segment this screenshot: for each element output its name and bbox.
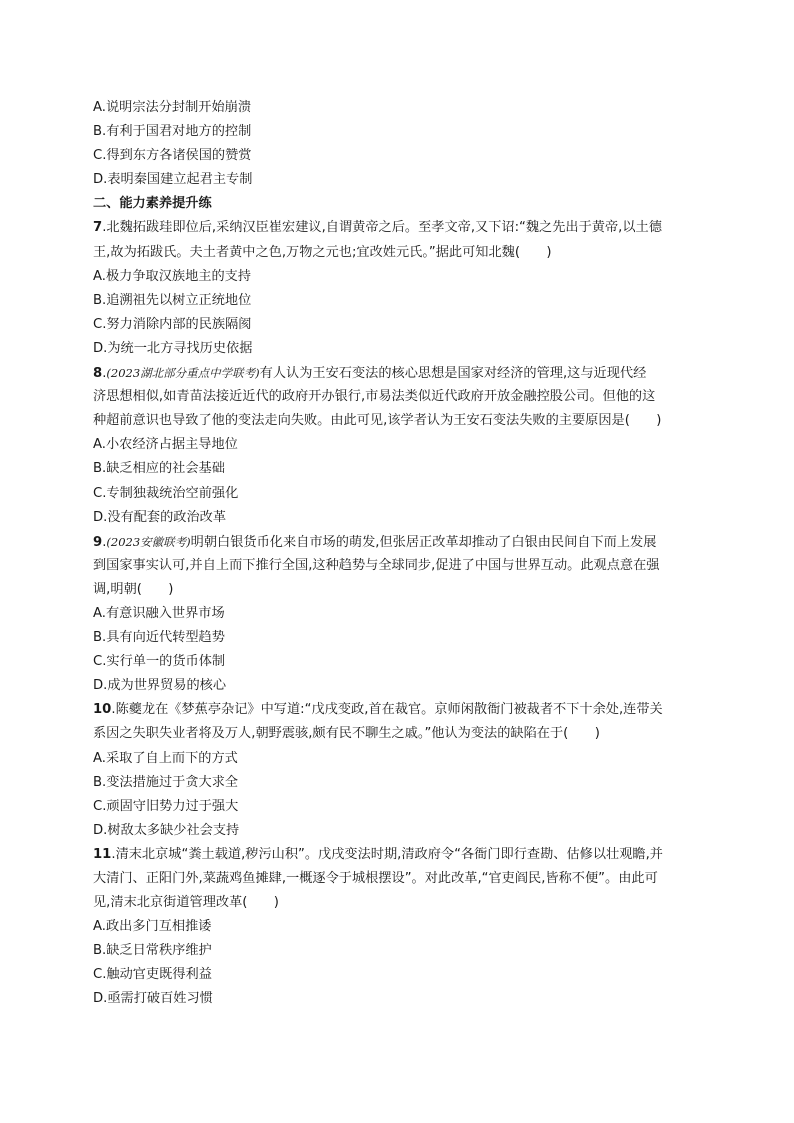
question-stem-line: 8.(2023湖北部分重点中学联考)有人认为王安石变法的核心思想是国家对经济的管理,这与近现代经 (93, 366, 647, 382)
question-stem-line: 种超前意识也导致了他的变法走向失败。由此可见,该学者认为王安石变法失败的主要原因是( ) (93, 413, 662, 429)
question-10 (93, 698, 705, 843)
question-source: (2023安徽联考) (106, 534, 191, 549)
question-number: 7 (93, 220, 103, 236)
option-b: B.变法措施过于贪大求全 (93, 774, 239, 790)
question-stem-line: 到国家事实认可,并自上而下推行全国,这种趋势与全球同步,促进了中国与世界互动。此观点意在强 (93, 557, 660, 573)
question-number: 10 (93, 702, 112, 718)
option-c: C.触动官吏既得利益 (93, 967, 212, 983)
question-11 (93, 843, 705, 1012)
question-7 (93, 216, 705, 361)
question-number: 9 (93, 534, 103, 550)
option-a: A.采取了自上而下的方式 (93, 750, 238, 766)
option-c: C.实行单一的货币体制 (93, 654, 226, 670)
question-stem-line: 大清门、正阳门外,菜蔬鸡鱼摊肆,一概逐令于城根摆设”。对此改革,“官吏阎民,皆称不便”。由此可 (93, 871, 658, 886)
question-stem-line: 济思想相似,如青苗法接近近代的政府开办银行,市易法类似近代政府开放金融控股公司。但他的这 (93, 389, 656, 405)
question-source: (2023湖北部分重点中学联考) (106, 366, 260, 381)
option-c: C.努力消除内部的民族隔阂 (93, 316, 252, 332)
prev-option-a: A.说明宗法分封制开始崩溃 (93, 100, 252, 115)
question-9 (93, 530, 705, 699)
question-stem-line: 系因之失职失业者将及万人,朝野震骇,颇有民不聊生之戚。”他认为变法的缺陷在于( ) (93, 726, 600, 742)
question-stem-line: 10.陈夔龙在《梦蕉亭杂记》中写道:“戊戌变政,首在裁官。京师闲散衙门被裁者不下十余处,连带关 (93, 702, 663, 718)
question-8 (93, 361, 705, 530)
question-stem-line: 9.(2023安徽联考)明朝白银货币化来自市场的萌发,但张居正改革却推动了白银由民间自下而上发展 (93, 534, 657, 550)
option-d: D.树敌太多缺少社会支持 (93, 822, 240, 838)
option-d: D.成为世界贸易的核心 (93, 678, 227, 694)
question-number: 11 (93, 846, 112, 862)
option-c: C.顽固守旧势力过于强大 (93, 798, 239, 814)
question-stem-line: 7.北魏拓跋珪即位后,采纳汉臣崔宏建议,自谓黄帝之后。至孝文帝,又下诏:“魏之先出于黄帝,以土德 (93, 220, 662, 236)
option-b: B.缺乏相应的社会基础 (93, 461, 225, 477)
option-c: C.专制独裁统治空前强化 (93, 485, 239, 501)
section-title: 二、能力素养提升练 (93, 196, 212, 212)
option-d: D.为统一北方寻找历史依据 (93, 340, 253, 356)
option-a: A.有意识融入世界市场 (93, 605, 225, 621)
option-b: B.追溯祖先以树立正统地位 (93, 292, 252, 308)
question-stem-line: 见,清末北京街道管理改革( ) (93, 895, 279, 911)
option-b: B.缺乏日常秩序维护 (93, 943, 212, 959)
option-a: A.政出多门互相推诿 (93, 919, 212, 935)
option-d: D.亟需打破百姓习惯 (93, 991, 213, 1007)
option-b: B.具有向近代转型趋势 (93, 630, 225, 646)
prev-option-b: B.有利于国君对地方的控制 (93, 124, 252, 140)
option-a: A.小农经济占据主导地位 (93, 437, 238, 453)
question-stem-line: 调,明朝( ) (93, 581, 174, 597)
option-d: D.没有配套的政治改革 (93, 509, 227, 525)
prev-option-d: D.表明秦国建立起君主专制 (93, 172, 253, 188)
question-stem-line: 王,故为拓跋氏。夫土者黄中之色,万物之元也;宜改姓元氏。”据此可知北魏( ) (93, 244, 552, 260)
question-number: 8 (93, 366, 103, 382)
prev-option-c: C.得到东方各诸侯国的赞赏 (93, 148, 252, 164)
option-a: A.极力争取汉族地主的支持 (93, 268, 252, 284)
question-stem-line: 11.清末北京城“粪土载道,秽污山积”。戊戌变法时期,清政府令“各衙门即行查勘、估修以壮观瞻,并 (93, 846, 663, 862)
exam-page (93, 96, 705, 1012)
